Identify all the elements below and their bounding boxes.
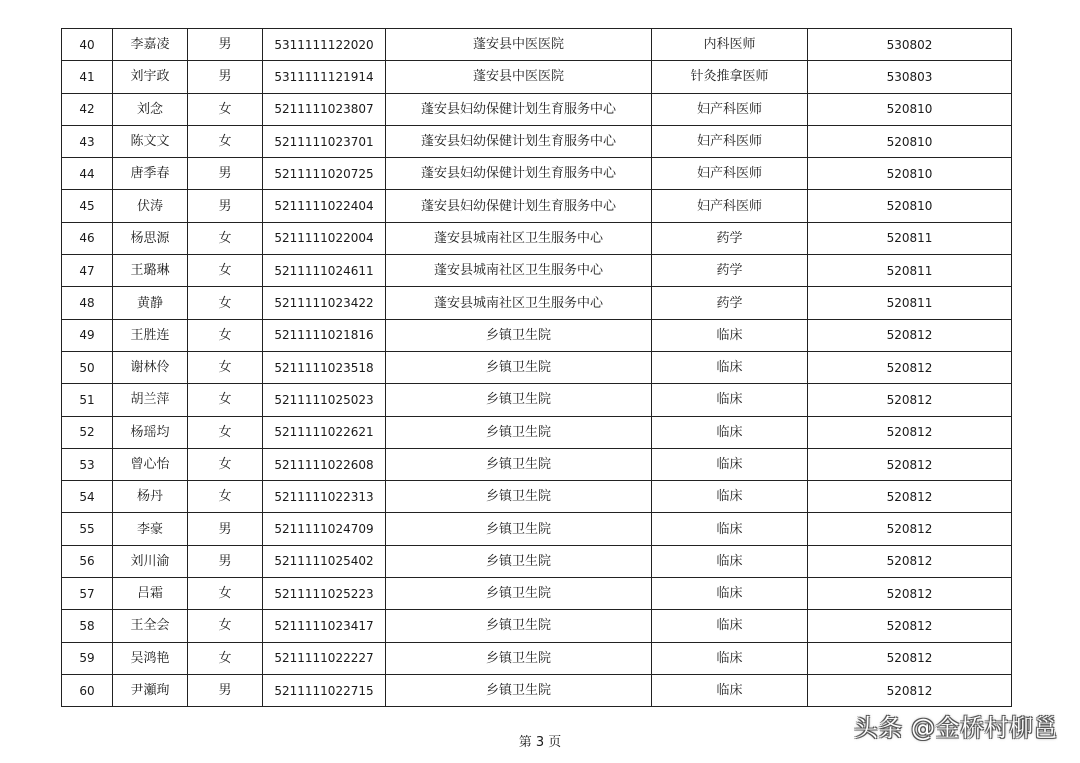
cell-unit: 蓬安县城南社区卫生服务中心 bbox=[386, 255, 652, 287]
cell-unit: 蓬安县妇幼保健计划生育服务中心 bbox=[386, 93, 652, 125]
cell-gender: 男 bbox=[188, 190, 263, 222]
cell-position: 妇产科医师 bbox=[652, 158, 808, 190]
cell-unit: 乡镇卫生院 bbox=[386, 384, 652, 416]
cell-position: 临床 bbox=[652, 416, 808, 448]
cell-name: 王璐琳 bbox=[113, 255, 188, 287]
cell-number: 59 bbox=[62, 642, 113, 674]
cell-gender: 女 bbox=[188, 222, 263, 254]
cell-number: 40 bbox=[62, 29, 113, 61]
cell-position: 临床 bbox=[652, 610, 808, 642]
cell-exam-number: 5211111024709 bbox=[263, 513, 386, 545]
cell-position-code: 520812 bbox=[808, 384, 1012, 416]
cell-position-code: 520812 bbox=[808, 416, 1012, 448]
cell-exam-number: 5211111022404 bbox=[263, 190, 386, 222]
cell-exam-number: 5211111022608 bbox=[263, 448, 386, 480]
cell-unit: 蓬安县城南社区卫生服务中心 bbox=[386, 222, 652, 254]
table-row bbox=[62, 287, 1012, 319]
cell-gender: 女 bbox=[188, 93, 263, 125]
cell-number: 46 bbox=[62, 222, 113, 254]
cell-number: 50 bbox=[62, 351, 113, 383]
cell-gender: 女 bbox=[188, 610, 263, 642]
cell-unit: 乡镇卫生院 bbox=[386, 351, 652, 383]
cell-gender: 女 bbox=[188, 319, 263, 351]
cell-position: 临床 bbox=[652, 513, 808, 545]
cell-unit: 乡镇卫生院 bbox=[386, 642, 652, 674]
cell-gender: 女 bbox=[188, 481, 263, 513]
table-row bbox=[62, 642, 1012, 674]
cell-exam-number: 5311111122020 bbox=[263, 29, 386, 61]
cell-exam-number: 5211111023417 bbox=[263, 610, 386, 642]
cell-gender: 男 bbox=[188, 158, 263, 190]
table-row bbox=[62, 384, 1012, 416]
cell-exam-number: 5211111021816 bbox=[263, 319, 386, 351]
cell-unit: 乡镇卫生院 bbox=[386, 578, 652, 610]
cell-number: 49 bbox=[62, 319, 113, 351]
cell-exam-number: 5211111022621 bbox=[263, 416, 386, 448]
cell-gender: 女 bbox=[188, 287, 263, 319]
table-row bbox=[62, 545, 1012, 577]
cell-exam-number: 5211111024611 bbox=[263, 255, 386, 287]
cell-gender: 男 bbox=[188, 674, 263, 706]
cell-name: 王胜连 bbox=[113, 319, 188, 351]
cell-number: 55 bbox=[62, 513, 113, 545]
table-row bbox=[62, 190, 1012, 222]
cell-name: 胡兰萍 bbox=[113, 384, 188, 416]
cell-number: 58 bbox=[62, 610, 113, 642]
cell-unit: 乡镇卫生院 bbox=[386, 610, 652, 642]
cell-position: 药学 bbox=[652, 287, 808, 319]
cell-exam-number: 5311111121914 bbox=[263, 61, 386, 93]
table-row bbox=[62, 513, 1012, 545]
cell-name: 尹瀬珣 bbox=[113, 674, 188, 706]
cell-unit: 蓬安县妇幼保健计划生育服务中心 bbox=[386, 190, 652, 222]
cell-position-code: 520812 bbox=[808, 319, 1012, 351]
cell-exam-number: 5211111023701 bbox=[263, 125, 386, 157]
cell-position-code: 520812 bbox=[808, 448, 1012, 480]
cell-name: 曾心怡 bbox=[113, 448, 188, 480]
cell-gender: 男 bbox=[188, 61, 263, 93]
cell-number: 41 bbox=[62, 61, 113, 93]
cell-exam-number: 5211111025223 bbox=[263, 578, 386, 610]
cell-number: 60 bbox=[62, 674, 113, 706]
watermark-text: 头条 @金桥村柳邕 bbox=[853, 714, 1058, 742]
cell-position-code: 520812 bbox=[808, 481, 1012, 513]
cell-name: 吴鸿艳 bbox=[113, 642, 188, 674]
cell-unit: 蓬安县中医医院 bbox=[386, 61, 652, 93]
cell-name: 唐季春 bbox=[113, 158, 188, 190]
cell-exam-number: 5211111022004 bbox=[263, 222, 386, 254]
table-row bbox=[62, 319, 1012, 351]
cell-position-code: 520810 bbox=[808, 190, 1012, 222]
cell-name: 刘川渝 bbox=[113, 545, 188, 577]
cell-position-code: 520812 bbox=[808, 545, 1012, 577]
cell-exam-number: 5211111022313 bbox=[263, 481, 386, 513]
cell-name: 谢林伶 bbox=[113, 351, 188, 383]
cell-name: 杨丹 bbox=[113, 481, 188, 513]
cell-name: 杨思源 bbox=[113, 222, 188, 254]
cell-position-code: 520812 bbox=[808, 578, 1012, 610]
cell-position-code: 520811 bbox=[808, 255, 1012, 287]
cell-position: 妇产科医师 bbox=[652, 125, 808, 157]
cell-position: 临床 bbox=[652, 448, 808, 480]
table-row bbox=[62, 29, 1012, 61]
table-row bbox=[62, 481, 1012, 513]
cell-position: 临床 bbox=[652, 384, 808, 416]
cell-unit: 乡镇卫生院 bbox=[386, 545, 652, 577]
cell-exam-number: 5211111023422 bbox=[263, 287, 386, 319]
cell-position: 临床 bbox=[652, 545, 808, 577]
table-row bbox=[62, 351, 1012, 383]
cell-unit: 蓬安县妇幼保健计划生育服务中心 bbox=[386, 125, 652, 157]
table-row bbox=[62, 158, 1012, 190]
cell-position-code: 520812 bbox=[808, 513, 1012, 545]
cell-name: 刘宇政 bbox=[113, 61, 188, 93]
table-row bbox=[62, 448, 1012, 480]
cell-unit: 乡镇卫生院 bbox=[386, 319, 652, 351]
cell-unit: 乡镇卫生院 bbox=[386, 416, 652, 448]
cell-number: 56 bbox=[62, 545, 113, 577]
cell-position-code: 520812 bbox=[808, 610, 1012, 642]
cell-position: 针灸推拿医师 bbox=[652, 61, 808, 93]
cell-exam-number: 5211111023807 bbox=[263, 93, 386, 125]
page-number: 第 3 页 bbox=[518, 735, 562, 750]
cell-gender: 女 bbox=[188, 578, 263, 610]
cell-position-code: 520810 bbox=[808, 158, 1012, 190]
table-row bbox=[62, 93, 1012, 125]
cell-exam-number: 5211111023518 bbox=[263, 351, 386, 383]
cell-gender: 女 bbox=[188, 416, 263, 448]
cell-position: 药学 bbox=[652, 222, 808, 254]
cell-position-code: 520810 bbox=[808, 125, 1012, 157]
cell-number: 43 bbox=[62, 125, 113, 157]
cell-name: 李豪 bbox=[113, 513, 188, 545]
cell-name: 吕霜 bbox=[113, 578, 188, 610]
cell-unit: 蓬安县妇幼保健计划生育服务中心 bbox=[386, 158, 652, 190]
cell-number: 47 bbox=[62, 255, 113, 287]
cell-name: 王全会 bbox=[113, 610, 188, 642]
cell-unit: 乡镇卫生院 bbox=[386, 481, 652, 513]
cell-position-code: 520811 bbox=[808, 287, 1012, 319]
cell-position: 药学 bbox=[652, 255, 808, 287]
cell-unit: 蓬安县中医医院 bbox=[386, 29, 652, 61]
cell-unit: 乡镇卫生院 bbox=[386, 674, 652, 706]
cell-number: 44 bbox=[62, 158, 113, 190]
cell-gender: 男 bbox=[188, 29, 263, 61]
cell-gender: 女 bbox=[188, 642, 263, 674]
cell-exam-number: 5211111025402 bbox=[263, 545, 386, 577]
table-row bbox=[62, 416, 1012, 448]
cell-unit: 蓬安县城南社区卫生服务中心 bbox=[386, 287, 652, 319]
cell-position: 临床 bbox=[652, 578, 808, 610]
table-row bbox=[62, 125, 1012, 157]
cell-gender: 男 bbox=[188, 545, 263, 577]
cell-position: 临床 bbox=[652, 642, 808, 674]
cell-gender: 女 bbox=[188, 351, 263, 383]
table-row bbox=[62, 578, 1012, 610]
cell-position-code: 520811 bbox=[808, 222, 1012, 254]
cell-name: 刘念 bbox=[113, 93, 188, 125]
cell-gender: 女 bbox=[188, 448, 263, 480]
cell-exam-number: 5211111020725 bbox=[263, 158, 386, 190]
cell-gender: 女 bbox=[188, 255, 263, 287]
cell-exam-number: 5211111022227 bbox=[263, 642, 386, 674]
cell-name: 伏涛 bbox=[113, 190, 188, 222]
cell-number: 45 bbox=[62, 190, 113, 222]
cell-position: 妇产科医师 bbox=[652, 190, 808, 222]
cell-position-code: 520812 bbox=[808, 642, 1012, 674]
cell-gender: 男 bbox=[188, 513, 263, 545]
cell-number: 53 bbox=[62, 448, 113, 480]
roster-table bbox=[61, 28, 1012, 707]
cell-name: 李嘉凌 bbox=[113, 29, 188, 61]
cell-position: 临床 bbox=[652, 674, 808, 706]
cell-position: 妇产科医师 bbox=[652, 93, 808, 125]
cell-gender: 女 bbox=[188, 125, 263, 157]
cell-position-code: 520810 bbox=[808, 93, 1012, 125]
cell-number: 48 bbox=[62, 287, 113, 319]
cell-exam-number: 5211111025023 bbox=[263, 384, 386, 416]
table-row bbox=[62, 610, 1012, 642]
cell-position-code: 520812 bbox=[808, 351, 1012, 383]
cell-position-code: 530803 bbox=[808, 61, 1012, 93]
cell-position-code: 530802 bbox=[808, 29, 1012, 61]
cell-number: 51 bbox=[62, 384, 113, 416]
cell-unit: 乡镇卫生院 bbox=[386, 513, 652, 545]
cell-name: 陈文文 bbox=[113, 125, 188, 157]
cell-number: 54 bbox=[62, 481, 113, 513]
cell-unit: 乡镇卫生院 bbox=[386, 448, 652, 480]
cell-number: 52 bbox=[62, 416, 113, 448]
cell-number: 42 bbox=[62, 93, 113, 125]
cell-name: 黄静 bbox=[113, 287, 188, 319]
table-row bbox=[62, 61, 1012, 93]
cell-name: 杨瑶均 bbox=[113, 416, 188, 448]
cell-position-code: 520812 bbox=[808, 674, 1012, 706]
cell-position: 临床 bbox=[652, 319, 808, 351]
cell-position: 临床 bbox=[652, 481, 808, 513]
cell-position: 内科医师 bbox=[652, 29, 808, 61]
cell-position: 临床 bbox=[652, 351, 808, 383]
roster-body bbox=[62, 29, 1012, 707]
table-row bbox=[62, 255, 1012, 287]
table-row bbox=[62, 674, 1012, 706]
cell-gender: 女 bbox=[188, 384, 263, 416]
cell-number: 57 bbox=[62, 578, 113, 610]
cell-exam-number: 5211111022715 bbox=[263, 674, 386, 706]
table-row bbox=[62, 222, 1012, 254]
